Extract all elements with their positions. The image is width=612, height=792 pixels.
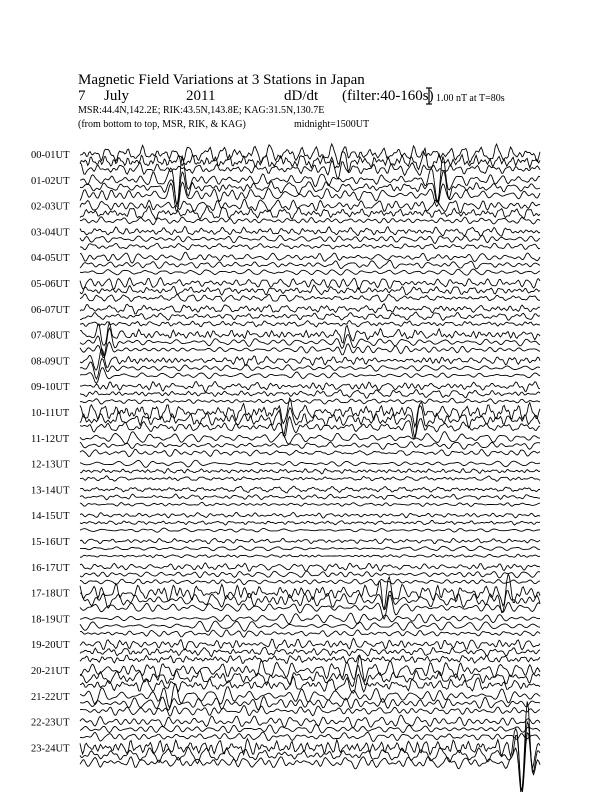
trace-MSR bbox=[80, 733, 540, 792]
trace-MSR bbox=[80, 294, 540, 302]
hour-row-05-06UT bbox=[31, 278, 540, 302]
trace-MSR bbox=[80, 502, 540, 506]
hour-row-09-10UT bbox=[31, 382, 540, 405]
hour-label: 21-22UT bbox=[31, 691, 70, 703]
hour-label: 07-08UT bbox=[31, 330, 70, 342]
midnight-note: midnight=1500UT bbox=[294, 119, 370, 130]
hour-label: 22-23UT bbox=[31, 717, 70, 729]
trace-RIK bbox=[80, 285, 540, 295]
trace-MSR bbox=[80, 528, 540, 532]
trace-RIK bbox=[80, 621, 540, 632]
hour-label: 19-20UT bbox=[31, 640, 70, 652]
hour-label: 00-01UT bbox=[31, 150, 70, 161]
hour-row-15-16UT bbox=[31, 537, 540, 558]
trace-KAG bbox=[80, 538, 540, 543]
trace-RIK bbox=[80, 389, 540, 398]
hour-row-22-23UT bbox=[31, 715, 540, 741]
hour-label: 09-10UT bbox=[31, 382, 70, 394]
hour-row-19-20UT bbox=[31, 638, 540, 663]
filter-label: (filter:40-160s) bbox=[342, 88, 434, 104]
hour-row-04-05UT bbox=[31, 252, 540, 275]
date-year: 2011 bbox=[186, 88, 216, 104]
hour-row-03-04UT bbox=[31, 226, 540, 249]
trace-KAG bbox=[80, 638, 540, 650]
trace-MSR bbox=[80, 243, 540, 250]
trace-KAG bbox=[80, 715, 540, 728]
trace-MSR bbox=[80, 217, 540, 225]
trace-RIK bbox=[80, 328, 540, 355]
hour-row-10-11UT bbox=[31, 398, 540, 439]
trace-KAG bbox=[80, 144, 540, 164]
trace-RIK bbox=[80, 697, 540, 711]
stations-info: MSR:44.4N,142.2E; RIK:43.5N,143.8E; KAG:31.5N,130.7E bbox=[78, 105, 325, 116]
hour-label: 23-24UT bbox=[31, 743, 70, 755]
hour-row-00-01UT bbox=[31, 144, 540, 179]
hour-label: 06-07UT bbox=[31, 304, 70, 316]
hour-row-23-24UT bbox=[31, 701, 540, 792]
quantity-label: dD/dt bbox=[284, 88, 319, 104]
hour-row-20-21UT bbox=[31, 655, 540, 693]
hour-row-01-02UT bbox=[31, 156, 540, 211]
trace-MSR bbox=[80, 269, 540, 275]
trace-MSR bbox=[80, 630, 540, 637]
trace-MSR bbox=[80, 732, 540, 741]
hour-label: 08-09UT bbox=[31, 356, 70, 368]
hour-label: 11-12UT bbox=[31, 433, 70, 445]
hour-row-13-14UT bbox=[31, 485, 540, 506]
hour-label: 20-21UT bbox=[31, 666, 70, 677]
trace-MSR bbox=[80, 368, 540, 384]
hour-label: 05-06UT bbox=[31, 279, 70, 290]
hour-row-12-13UT bbox=[31, 460, 540, 482]
trace-MSR bbox=[80, 321, 540, 328]
trace-RIK bbox=[80, 312, 540, 320]
trace-MSR bbox=[80, 554, 540, 558]
hour-label: 14-15UT bbox=[31, 511, 70, 523]
hour-label: 12-13UT bbox=[31, 459, 70, 471]
hour-label: 01-02UT bbox=[31, 175, 70, 187]
trace-KAG bbox=[80, 304, 540, 314]
trace-KAG bbox=[80, 432, 540, 445]
hour-row-02-03UT bbox=[31, 199, 540, 225]
hour-row-16-17UT bbox=[31, 563, 540, 586]
trace-MSR bbox=[80, 182, 540, 211]
trace-RIK bbox=[80, 260, 540, 269]
hour-label: 13-14UT bbox=[31, 485, 70, 497]
scale-bar-label: 1.00 nT at T=80s bbox=[436, 93, 505, 104]
hour-label: 10-11UT bbox=[31, 408, 70, 419]
trace-KAG bbox=[80, 382, 540, 392]
trace-MSR bbox=[80, 706, 540, 716]
trace-KAG bbox=[80, 278, 540, 290]
hour-row-07-08UT bbox=[31, 323, 540, 358]
trace-MSR bbox=[80, 398, 540, 404]
chart-title: Magnetic Field Variations at 3 Stations in Japan bbox=[78, 72, 365, 88]
trace-MSR bbox=[80, 579, 540, 585]
hour-row-06-07UT bbox=[31, 304, 540, 327]
station-order-note: (from bottom to top, MSR, RIK, & KAG) bbox=[78, 119, 246, 130]
trace-MSR bbox=[80, 655, 540, 663]
trace-KAG bbox=[80, 574, 540, 610]
trace-RIK bbox=[80, 206, 540, 219]
trace-MSR bbox=[80, 342, 540, 358]
trace-RIK bbox=[80, 571, 540, 578]
hour-label: 15-16UT bbox=[31, 537, 70, 548]
trace-RIK bbox=[80, 469, 540, 474]
trace-RIK bbox=[80, 647, 540, 656]
hour-label: 02-03UT bbox=[31, 201, 70, 213]
trace-KAG bbox=[80, 486, 540, 493]
trace-KAG bbox=[80, 701, 540, 790]
hour-label: 18-19UT bbox=[31, 614, 70, 626]
trace-RIK bbox=[80, 406, 540, 438]
trace-KAG bbox=[80, 226, 540, 236]
trace-RIK bbox=[80, 235, 540, 243]
hour-row-18-19UT bbox=[31, 613, 540, 637]
trace-RIK bbox=[80, 442, 540, 450]
trace-KAG bbox=[80, 460, 540, 467]
trace-KAG bbox=[80, 563, 540, 572]
trace-MSR bbox=[80, 449, 540, 456]
hour-row-08-09UT bbox=[31, 349, 540, 384]
trace-RIK bbox=[80, 521, 540, 526]
hour-label: 03-04UT bbox=[31, 227, 70, 239]
trace-RIK bbox=[80, 546, 540, 551]
trace-MSR bbox=[80, 476, 540, 482]
hour-row-14-15UT bbox=[31, 511, 540, 532]
trace-RIK bbox=[80, 494, 540, 500]
hour-label: 04-05UT bbox=[31, 253, 70, 265]
trace-KAG bbox=[80, 512, 540, 518]
trace-RIK bbox=[80, 724, 540, 733]
hour-label: 17-18UT bbox=[31, 588, 70, 600]
trace-RIK bbox=[80, 666, 540, 687]
date-month: July bbox=[104, 88, 130, 104]
date-day: 7 bbox=[78, 88, 86, 104]
hour-label: 16-17UT bbox=[31, 562, 70, 574]
